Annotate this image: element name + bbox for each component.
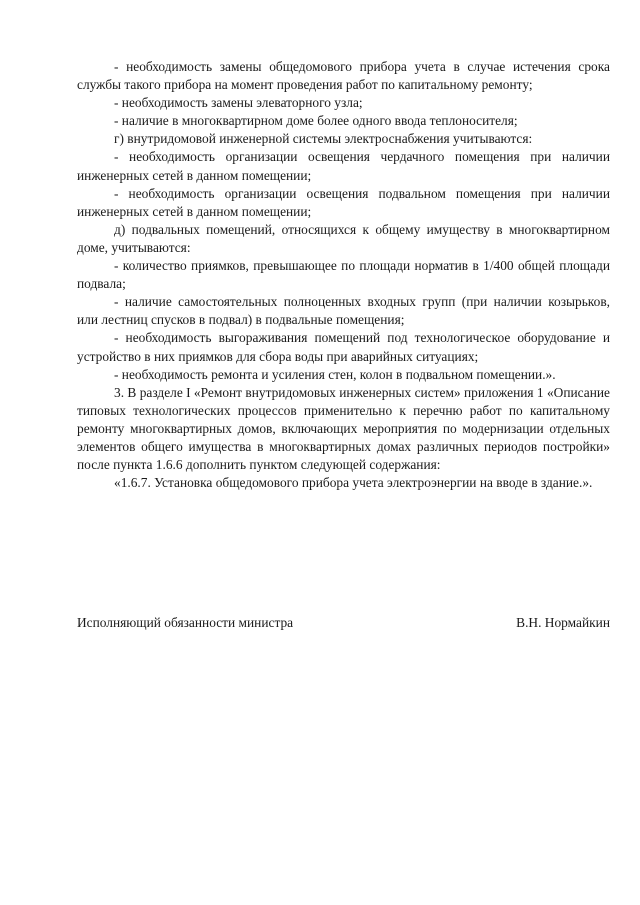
- paragraph-replace-elevator-unit: - необходимость замены элеваторного узла;: [114, 95, 363, 111]
- paragraph-multiple-inputs: - наличие в многоквартирном доме более одного ввода теплоносителя;: [114, 113, 518, 129]
- paragraph-item-3: 3. В разделе I «Ремонт внутридомовых инженерных систем» приложения 1 «Описание типовых технологических процессов применительно к перечню работ по капитальному ремонту многоквартирных домов, включающих мероприятия по модернизации отдельных элементов общего имущества в многоквартирных домах различных периодов постройки» после пункта 1.6.6 дополнить пунктом следующей содержания:: [77, 384, 610, 473]
- paragraph-walls-repair: - необходимость ремонта и усиления стен, колон в подвальном помещении.».: [114, 366, 556, 382]
- paragraph-attic-lighting: - необходимость организации освещения чердачного помещения при наличии инженерных сетей в данном помещении;: [77, 149, 610, 183]
- paragraph-pits-count: - количество приямков, превышающее по площади норматив в 1/400 общей площади подвала;: [77, 258, 610, 292]
- paragraph-replace-meter: - необходимость замены общедомового прибора учета в случае истечения срока службы такого прибора на момент проведения работ по капитальному ремонту;: [77, 59, 610, 93]
- signatory-position: Исполняющий обязанности министра: [77, 615, 294, 630]
- document-body: [77, 58, 610, 492]
- signatory-name: В.Н. Нормайкин: [516, 615, 610, 630]
- paragraph-equipment-rooms: - необходимость выгораживания помещений под технологическое оборудование и устройство в них приямков для сбора воды при аварийных ситуациях;: [77, 330, 610, 364]
- paragraph-item-1-6-7: «1.6.7. Установка общедомового прибора учета электроэнергии на вводе в здание.».: [114, 475, 593, 491]
- paragraph-entrance-groups: - наличие самостоятельных полноценных входных групп (при наличии козырьков, или лестниц спусков в подвал) в подвальные помещения;: [77, 294, 610, 328]
- paragraph-section-d: д) подвальных помещений, относящихся к общему имуществу в многоквартирном доме, учитываются:: [77, 221, 610, 255]
- paragraph-basement-lighting: - необходимость организации освещения подвальном помещения при наличии инженерных сетей в данном помещении;: [77, 185, 610, 219]
- paragraph-section-g: г) внутридомовой инженерной системы электроснабжения учитываются:: [114, 131, 533, 147]
- signature-block: [77, 614, 610, 632]
